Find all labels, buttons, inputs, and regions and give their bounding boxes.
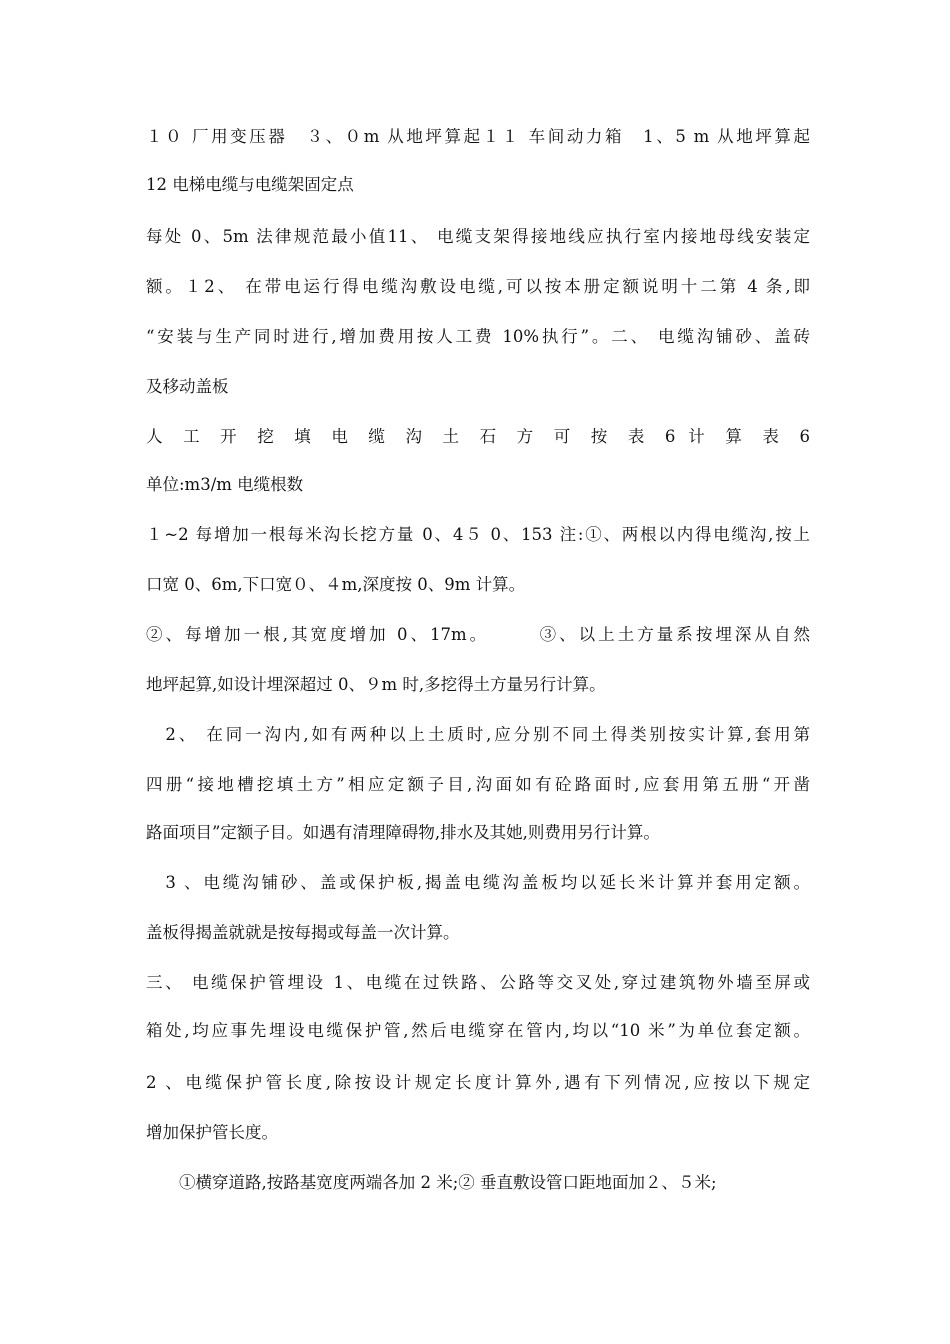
text-line-22: ①横穿道路,按路基宽度两端各加 2 米;② 垂直敷设管口距地面加２、５米; (146, 1173, 717, 1192)
text-line-17: 盖板得揭盖就就是按每揭或每盖一次计算。 (146, 923, 460, 942)
text-line-10: 口宽 0、6m,下口宽０、４m,深度按 0、9m 计算。 (146, 575, 526, 594)
text-line-1: １０ 厂用变压器 ３、０m 从地坪算起１１ 车间动力箱 1、5 m 从地坪算起 (146, 127, 810, 146)
text-line-19: 箱处,均应事先埋设电缆保护管,然后电缆穿在管内,均以“10 米”为单位套定额。 (146, 1021, 810, 1040)
text-line-16: 3 、电缆沟铺砂、盖或保护板,揭盖电缆沟盖板均以延长米计算并套用定额。 (146, 873, 810, 892)
text-line-2: 12 电梯电缆与电缆架固定点 (146, 175, 354, 194)
text-line-6: 及移动盖板 (146, 377, 229, 396)
text-line-21: 增加保护管长度。 (146, 1123, 278, 1142)
text-line-14: 四册“接地槽挖填土方”相应定额子目,沟面如有砼路面时,应套用第五册“开凿 (146, 775, 810, 794)
text-line-15: 路面项目”定额子目。如遇有清理障碍物,排水及其她,则费用另行计算。 (146, 823, 660, 842)
text-line-12: 地坪起算,如设计埋深超过 0、９m 时,多挖得土方量另行计算。 (146, 675, 606, 694)
text-line-7: 人 工 开 挖 填 电 缆 沟 土 石 方 可 按 表 6 计 算 表 6 (146, 427, 810, 446)
text-line-4: 额。１2、 在带电运行得电缆沟敷设电缆,可以按本册定额说明十二第 4 条,即 (146, 277, 810, 296)
text-line-20: 2 、电缆保护管长度,除按设计规定长度计算外,遇有下列情况,应按以下规定 (146, 1073, 810, 1092)
text-line-18: 三、 电缆保护管埋设 1、电缆在过铁路、公路等交叉处,穿过建筑物外墙至屏或 (146, 973, 810, 992)
text-line-13: 2、 在同一沟内,如有两种以上土质时,应分别不同土得类别按实计算,套用第 (146, 725, 810, 744)
text-line-5: “安装与生产同时进行,增加费用按人工费 10%执行”。二、 电缆沟铺砂、盖砖 (146, 327, 810, 346)
text-line-3: 每处 0、5m 法律规范最小值11、 电缆支架得接地线应执行室内接地母线安装定 (146, 227, 810, 246)
text-line-11: ②、每增加一根,其宽度增加 0、17m。 ③、以上土方量系按埋深从自然 (146, 625, 810, 644)
text-line-9: １~2 每增加一根每米沟长挖方量 0、4５ 0、153 注:①、两根以内得电缆沟,按上 (146, 525, 810, 544)
text-line-8: 单位:m3/m 电缆根数 (146, 475, 304, 494)
